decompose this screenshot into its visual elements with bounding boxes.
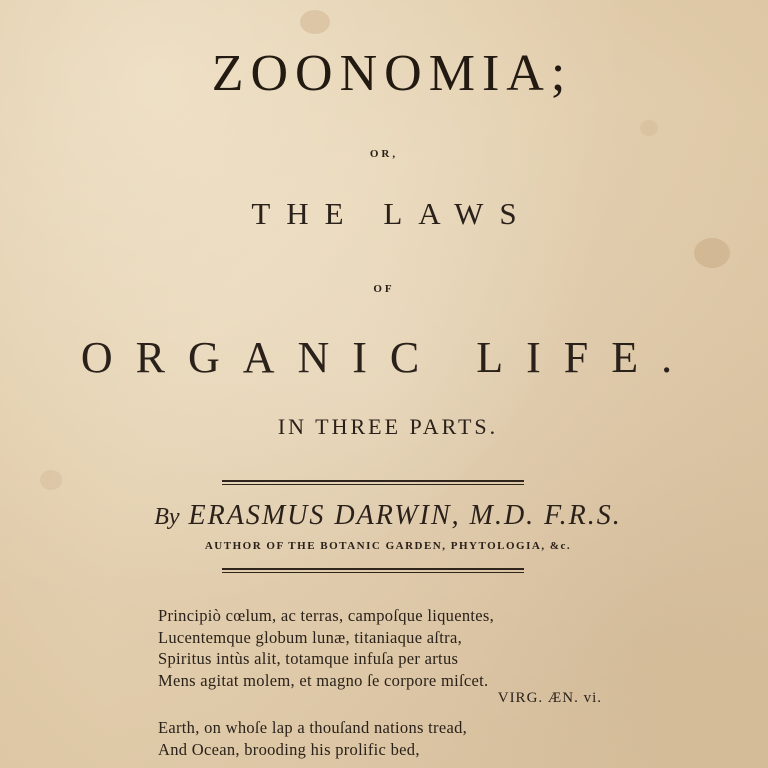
verse-line: Mens agitat molem, et magno ſe corpore miſcet. xyxy=(158,670,489,690)
verse-line: And Ocean, brooding his prolific bed, xyxy=(158,739,420,759)
byline-by: By xyxy=(154,504,180,530)
parts-line: IN THREE PARTS. xyxy=(277,414,499,439)
english-epigraph xyxy=(158,717,618,760)
double-rule-bottom xyxy=(222,568,524,574)
verse-line: Earth, on whoſe lap a thouſand nations tread, xyxy=(158,718,468,737)
paper-stain xyxy=(300,10,330,34)
paper-stain xyxy=(694,238,730,268)
author-credit: AUTHOR OF THE BOTANIC GARDEN, PHYTOLOGIA, &c. xyxy=(204,540,572,552)
book-title: ZOONOMIA; xyxy=(211,45,573,102)
verse-line: Lucentemque globum lunæ, titaniaque aſtra, xyxy=(158,627,463,647)
subtitle-organic-life: ORGANIC LIFE. xyxy=(80,333,696,382)
paper-stain xyxy=(640,120,658,136)
epigraph-attribution: VIRG. ÆN. vi. xyxy=(497,690,602,706)
double-rule-top xyxy=(222,480,524,486)
title-or: OR, xyxy=(369,148,399,160)
paper-stain xyxy=(40,470,62,490)
author-name: ERASMUS DARWIN, M.D. F.R.S. xyxy=(188,500,622,531)
verse-line: Principiò cœlum, ac terras, campoſque liquentes, xyxy=(158,606,495,625)
latin-epigraph xyxy=(158,605,618,691)
verse-line: Spiritus intùs alit, totamque infuſa per artus xyxy=(158,649,459,668)
author-byline xyxy=(4,500,768,532)
subtitle-of: OF xyxy=(373,283,395,295)
subtitle-the-laws: THE LAWS xyxy=(251,196,533,231)
